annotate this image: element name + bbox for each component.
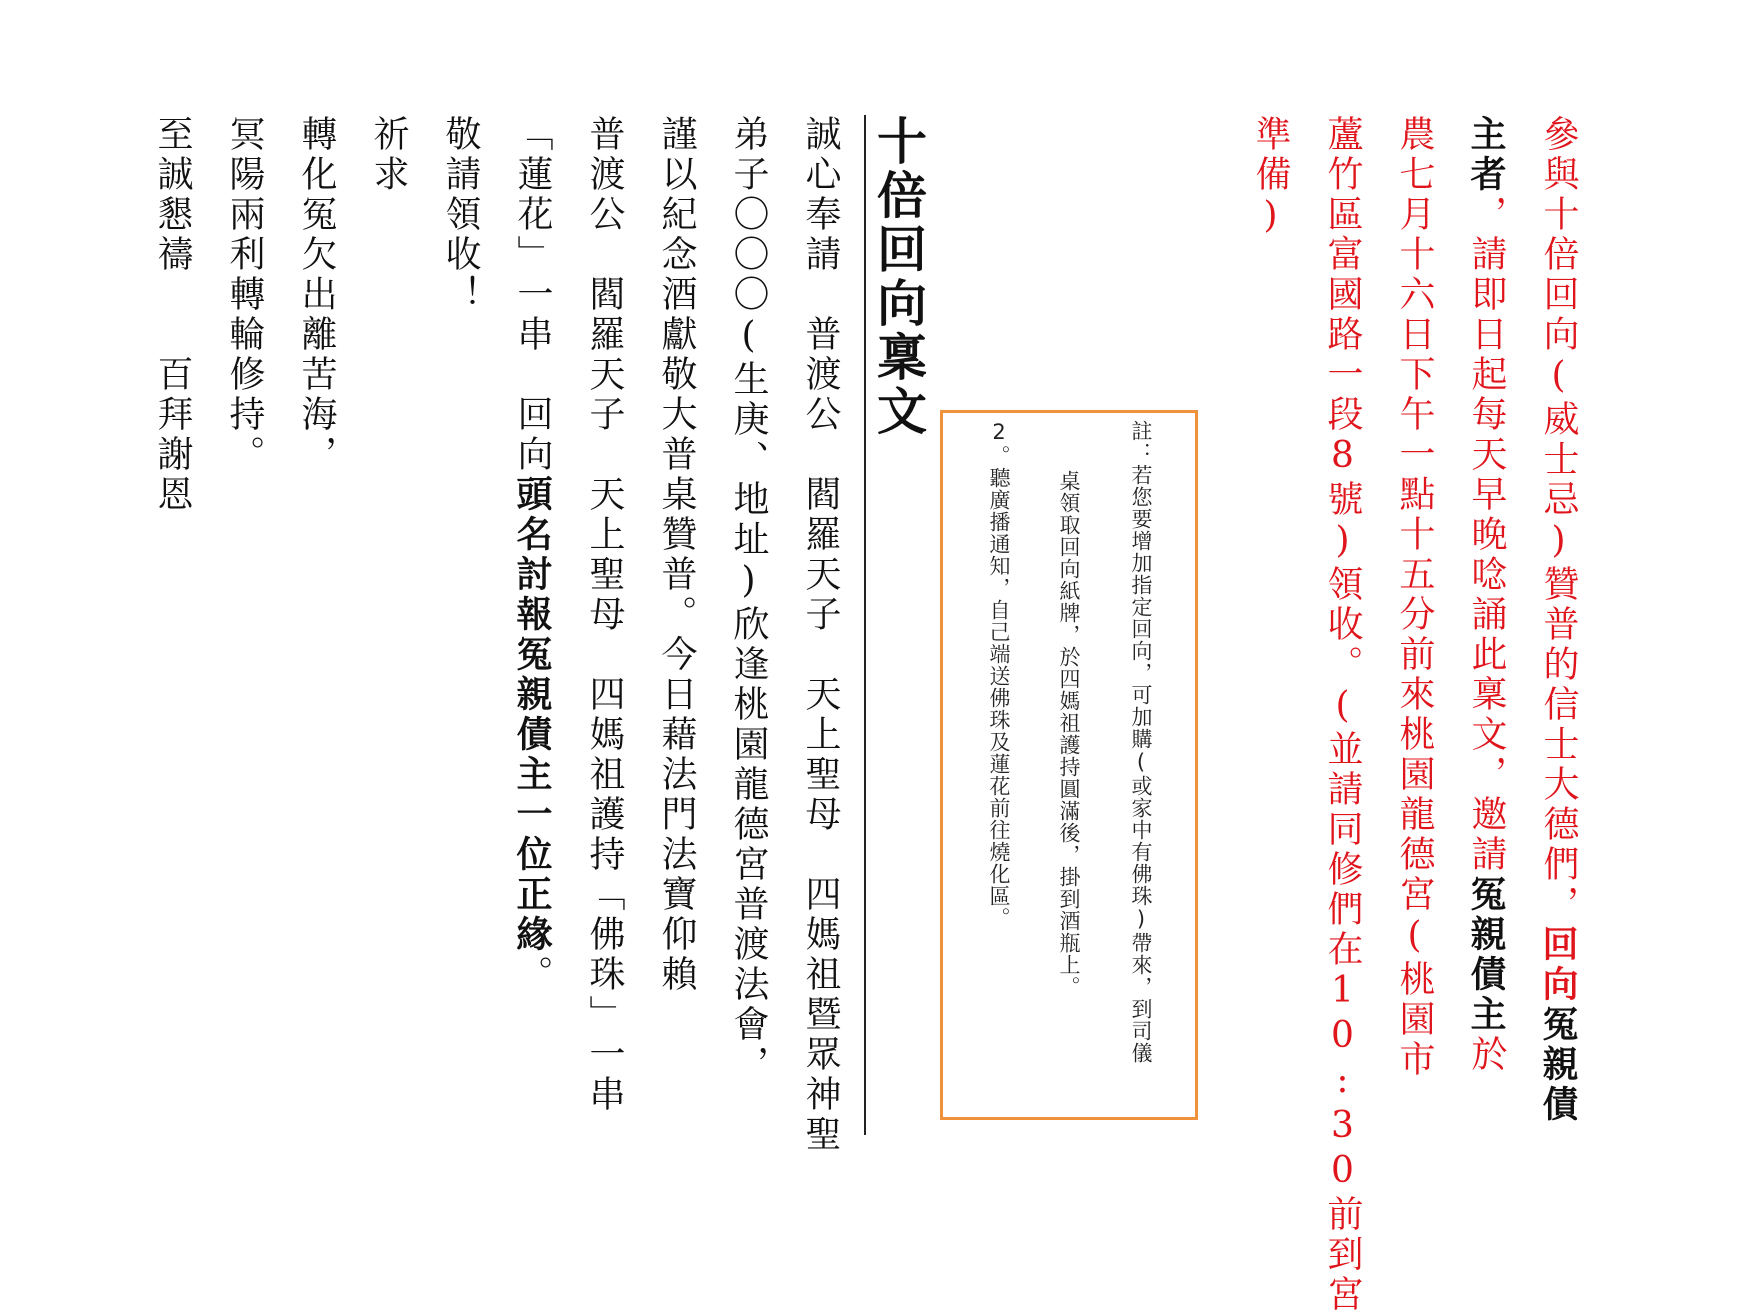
prayer-column-8-segment: 轉化冤欠出離苦海，	[296, 115, 337, 475]
note-line-3: 2。聽廣播通知，自己端送佛珠及蓮花前往燒化區。	[987, 420, 1011, 929]
notice-column-2	[1465, 115, 1507, 1075]
notice-column-1-segment: 回向	[1537, 925, 1579, 1005]
notice-column-4	[1322, 115, 1363, 1315]
prayer-column-4	[584, 115, 625, 1115]
prayer-column-5	[511, 115, 553, 995]
prayer-column-5-segment: 。	[512, 955, 553, 995]
notice-column-4-segment: 蘆竹區富國路一段8號)領收。(並請同修們在10:30前到宮	[1322, 115, 1363, 1315]
notice-column-5-segment: 準備)	[1250, 115, 1291, 240]
notice-column-1-segment: 參與十倍回向(威士忌)贊普的信士大德們，	[1538, 115, 1579, 925]
prayer-column-9-segment: 冥陽兩利轉輪修持。	[224, 115, 265, 475]
prayer-column-3	[656, 115, 697, 995]
prayer-column-10	[152, 115, 193, 515]
prayer-column-5-segment: 頭名討報冤親債主一位正緣	[511, 475, 553, 955]
notice-column-2-segment: 主者	[1465, 115, 1507, 195]
prayer-column-3-segment: 謹以紀念酒獻敬大普桌贊普。今日藉法門法寶仰賴	[656, 115, 697, 995]
document-title: 十倍回向稟文	[869, 115, 927, 439]
notice-column-3-segment: 農七月十六日下午一點十五分前來桃園龍德宮(桃園市	[1394, 115, 1435, 1080]
prayer-column-2-segment: 弟子〇〇〇(生庚、地址)欣逢桃園龍德宮普渡法會，	[728, 115, 769, 1085]
note-line-1: 註：若您要增加指定回向，可加購(或家中有佛珠)帶來，到司儀	[1129, 420, 1153, 1064]
prayer-column-10-segment: 至誠懇禱 百拜謝恩	[152, 115, 193, 515]
notice-column-5	[1250, 115, 1291, 240]
prayer-column-6	[440, 115, 481, 315]
title-divider	[864, 115, 866, 1135]
note-line-2: 桌領取回向紙牌，於四媽祖護持圓滿後，掛到酒瓶上。	[1057, 470, 1081, 998]
prayer-column-6-segment: 敬請領收！	[440, 115, 481, 315]
notice-column-1	[1537, 115, 1579, 1125]
prayer-column-1	[800, 115, 841, 1155]
notice-column-2-segment: 冤親債主	[1465, 875, 1507, 1035]
prayer-column-7	[368, 115, 409, 195]
prayer-column-1-segment: 誠心奉請 普渡公 閻羅天子 天上聖母 四媽祖暨眾神聖	[800, 115, 841, 1155]
notice-column-2-segment: 於	[1466, 1035, 1507, 1075]
prayer-column-7-segment: 祈求	[368, 115, 409, 195]
prayer-column-4-segment: 普渡公 閻羅天子 天上聖母 四媽祖護持「佛珠」一串	[584, 115, 625, 1115]
prayer-column-8	[296, 115, 337, 475]
prayer-column-9	[224, 115, 265, 475]
prayer-column-5-segment: 「蓮花」一串 回向	[512, 115, 553, 475]
notice-column-3	[1394, 115, 1435, 1080]
notice-column-2-segment: ，請即日起每天早晚唸誦此稟文，邀請	[1466, 195, 1507, 875]
notice-column-1-segment: 冤親債	[1537, 1005, 1579, 1125]
prayer-column-2	[728, 115, 769, 1085]
